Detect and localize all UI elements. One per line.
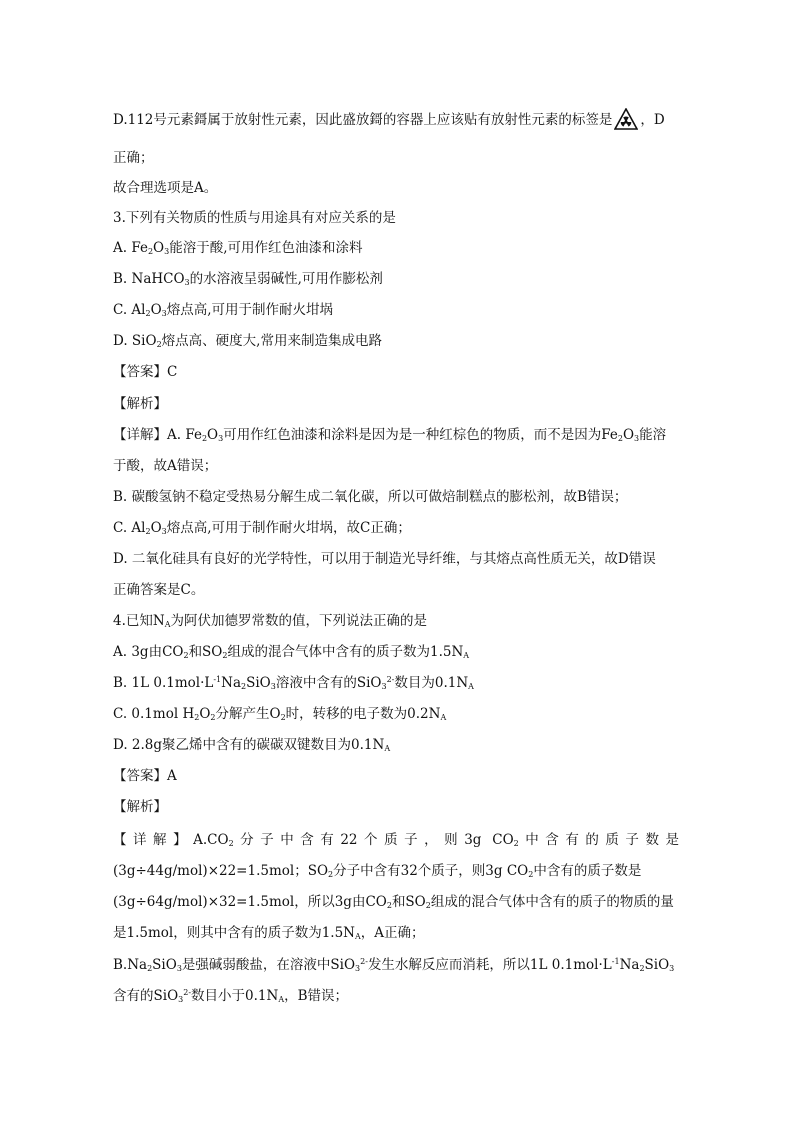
q4-option-c: C. 0.1mol $H_2O_2$分解产生$O_2$时，转移的电子数为$0.2N_A$ [113, 706, 447, 722]
q4-analysis-label: 【解析】 [113, 799, 167, 815]
q4-detail-a-2: (3g÷44g/mol)×22=1.5mol；$SO_2$分子中含有32个质子，则3g $CO_2$中含有的质子数是 [113, 863, 642, 879]
q3-option-a: A. $Fe_2O_3$能溶于酸,可用作红色油漆和涂料 [113, 240, 363, 256]
q4-answer: 【答案】A [113, 768, 177, 784]
q3-detail-b: B. 碳酸氢钠不稳定受热易分解生成二氧化碳，所以可做焙制糕点的膨松剂，故B错误； [113, 489, 628, 505]
q3-option-d: D. SiO$_2$熔点高、硬度大,常用来制造集成电路 [113, 333, 382, 349]
q3-analysis-label: 【解析】 [113, 396, 167, 412]
q3-detail-d: D. 二氧化硅具有良好的光学特性，可以用于制造光导纤维，与其熔点高性质无关，故D错误 [113, 551, 656, 567]
q3-option-c: C. $Al_2O_3$熔点高,可用于制作耐火坩埚 [113, 302, 334, 318]
radioactive-icon [614, 108, 638, 130]
q4-option-d: D. 2.8g聚乙烯中含有的碳碳双键数目为$0.1N_A$ [113, 737, 391, 753]
question-4: 4.已知$N_A$为阿伏加德罗常数的值，下列说法正确的是 [113, 613, 427, 629]
q4-detail-b: $B.Na_2SiO_3$是强碱弱酸盐，在溶液中SiO$_3^{2-}$发生水解反应而消耗，所以1L $0.1mol\cdot L^{-1}Na_2SiO_3$ [113, 957, 675, 973]
line-conclusion: 故合理选项是A。 [113, 180, 218, 196]
q4-detail-b-cont: 含有的SiO$_3^{2-}$数目小于$0.1N_A$，B错误； [113, 988, 349, 1004]
line-d-option: D.112号元素鎶属于放射性元素，因此盛放鎶的容器上应该贴有放射性元素的标签是 ，D [113, 108, 693, 128]
q3-detail-a-cont: 于酸，故A错误； [113, 458, 218, 474]
q3-answer: 【答案】C [113, 364, 178, 380]
q3-final-answer: 正确答案是C。 [113, 582, 205, 598]
line-correct: 正确； [113, 150, 154, 166]
q4-detail-a: 【详解】$A.CO_2$分子中含有22个质子，则3g $CO_2$中含有的质子数是 [113, 832, 679, 848]
q3-option-b: B. NaHCO$_3$的水溶液呈弱碱性,可用作膨松剂 [113, 271, 383, 287]
q4-detail-a-3: (3g÷64g/mol)×32=1.5mol，所以3g由$CO_2$和$SO_2$组成的混合气体中含有的质子的物质的量 [113, 894, 674, 910]
q4-option-b: B. 1L $0.1mol\cdot L^{-1}Na_2SiO_3$溶液中含有的SiO$_3^{2-}$数目为$0.1N_A$ [113, 675, 474, 691]
q4-option-a: A. 3g由$CO_2$和$SO_2$组成的混合气体中含有的质子数为$1.5N_A$ [113, 644, 470, 660]
q3-detail-a: 【详解】A. $Fe_2O_3$可用作红色油漆和涂料是因为是一种红棕色的物质，而不是因为$Fe_2O_3$能溶 [113, 427, 667, 443]
q3-detail-c: C. $Al_2O_3$熔点高,可用于制作耐火坩埚，故C正确； [113, 520, 411, 536]
q4-detail-a-4: 是1.5mol，则其中含有的质子数为$1.5N_A$，A正确； [113, 925, 425, 941]
question-3: 3.下列有关物质的性质与用途具有对应关系的是 [113, 210, 396, 226]
